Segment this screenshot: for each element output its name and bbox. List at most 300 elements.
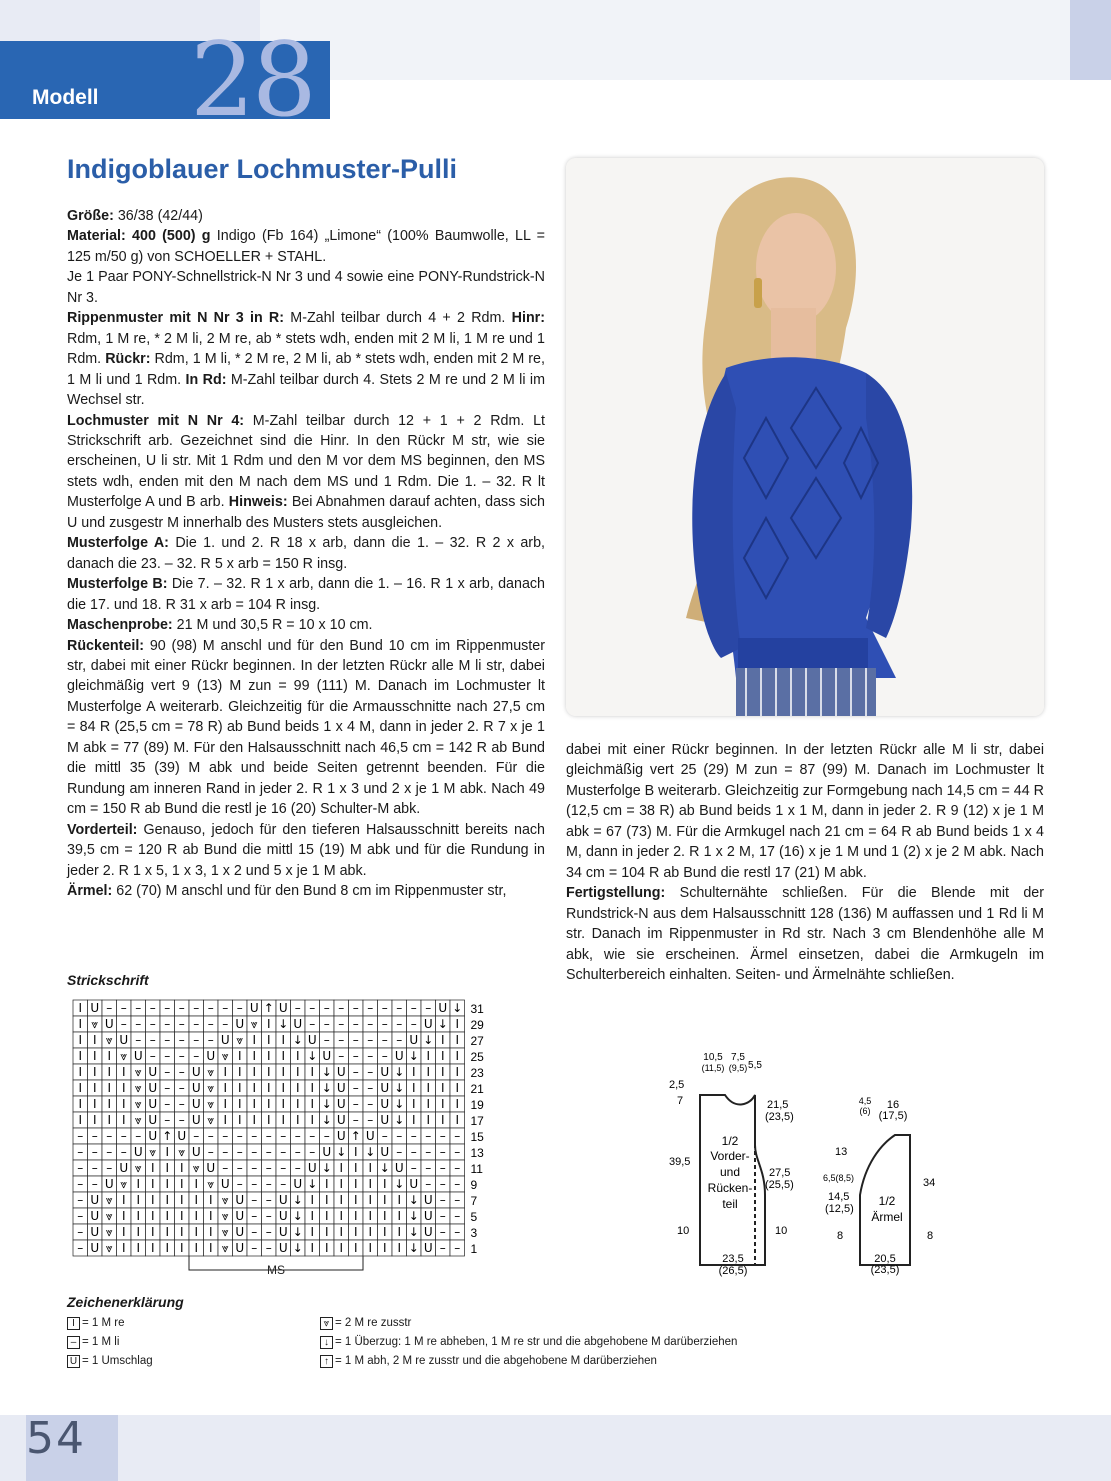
chart-symbol: I <box>368 1193 373 1207</box>
chart-symbol: ⩔ <box>105 1209 113 1223</box>
chart-symbol: – <box>222 1145 229 1159</box>
chart-symbol: U <box>235 1017 245 1031</box>
chart-symbol: I <box>353 1209 358 1223</box>
chart-symbol: I <box>78 1065 83 1079</box>
finishing-text: Schulternähte schließen. Für die Blende mit der Rundstrick-N aus dem Halsausschnitt 128 (136) M auffassen und 1 Rd li M str. Danach im Rippenmuster in Rd str. Nach 3 cm Blendenhöhe alle M abk, wie sie erscheinen. Ärmel einsetzen, dabei die Armkugeln im Schulterbereich einhalten. Seiten- und Ärmelnähte schließen. <box>566 885 1044 983</box>
chart-symbol: – <box>280 1177 287 1191</box>
chart-symbol: I <box>324 1177 329 1191</box>
chart-symbol: ↓ <box>278 1017 289 1031</box>
body-label-1: 1/2 <box>721 1134 739 1148</box>
chart-symbol: U <box>148 1113 158 1127</box>
chart-symbol: I <box>165 1161 170 1175</box>
chart-symbol: I <box>266 1033 271 1047</box>
body-label-3: und <box>719 1165 741 1179</box>
chart-symbol: I <box>252 1113 257 1127</box>
chart-row <box>73 1240 478 1256</box>
legend-item-skp <box>320 1335 737 1349</box>
chart-symbol: ⩔ <box>236 1033 244 1047</box>
chart-symbol: ↑ <box>162 1129 173 1143</box>
chart-symbol: I <box>368 1225 373 1239</box>
chart-symbol: I <box>310 1193 315 1207</box>
chart-symbol: – <box>207 1017 214 1031</box>
chart-symbol: I <box>455 1081 460 1095</box>
chart-symbol: I <box>411 1113 416 1127</box>
chart-symbol: – <box>91 1129 98 1143</box>
chart-symbol: I <box>208 1209 213 1223</box>
chart-row <box>73 1000 484 1016</box>
lace-text: M-Zahl teilbar durch 12 + 1 + 2 Rdm. Lt Strickschrift arb. Gezeichnet sind die Hinr. In den Rückr M str, wie sie erscheinen, U li str. Mit 1 Rdm und den M vor dem MS beginnen, den MS stets wdh, enden mit den M nach dem MS und 1 Rdm. Die 1. – 32. R lt Musterfolge A und B arb. <box>67 412 545 511</box>
chart-symbol: I <box>353 1177 358 1191</box>
chart-symbol: – <box>193 1017 200 1031</box>
chart-symbol: I <box>194 1177 199 1191</box>
chart-symbol: – <box>193 1129 200 1143</box>
chart-symbol: – <box>294 1145 301 1159</box>
chart-symbol: I <box>295 1081 300 1095</box>
chart-symbol: U <box>394 1161 404 1175</box>
chart-symbol: – <box>106 1001 113 1015</box>
chart-symbol: – <box>454 1241 461 1255</box>
chart-row <box>73 1016 484 1032</box>
chart-symbol: – <box>381 1001 388 1015</box>
body-measure-right-2: 27,5 <box>769 1167 791 1179</box>
chart-symbol: I <box>310 1209 315 1223</box>
body-measure-top-3: 5,5 <box>748 1060 762 1071</box>
chart-symbol: – <box>323 1129 330 1143</box>
chart-symbol: U <box>423 1225 433 1239</box>
chart-symbol: – <box>91 1145 98 1159</box>
chart-symbol: – <box>77 1193 84 1207</box>
model-number: 28 <box>190 21 314 140</box>
chart-symbol: I <box>92 1065 97 1079</box>
chart-symbol: – <box>309 1129 316 1143</box>
chart-symbol: – <box>439 1241 446 1255</box>
chart-symbol: I <box>455 1049 460 1063</box>
chart-symbol: I <box>121 1113 126 1127</box>
chart-symbol: ⩔ <box>134 1097 142 1111</box>
chart-symbol: – <box>323 1017 330 1031</box>
chart-symbol: – <box>367 1017 374 1031</box>
chart-symbol: – <box>77 1145 84 1159</box>
chart-symbol: I <box>324 1241 329 1255</box>
rueckr-text: Rdm, 1 M li, * 2 M re, 2 M li, ab * stets wdh, enden mit 2 M re, 1 M li und 1 Rdm. <box>67 351 545 388</box>
chart-symbol: U <box>104 1177 114 1191</box>
chart-symbol: – <box>222 1161 229 1175</box>
chart-symbol: I <box>353 1161 358 1175</box>
chart-symbol: I <box>208 1193 213 1207</box>
chart-symbol: U <box>235 1193 245 1207</box>
chart-symbol: U <box>380 1081 390 1095</box>
chart-symbol: – <box>106 1145 113 1159</box>
material-label: Material: 400 (500) g <box>67 228 211 245</box>
chart-symbol: – <box>425 1145 432 1159</box>
lace-label: Lochmuster mit N Nr 4: <box>67 412 245 429</box>
chart-symbol: I <box>281 1033 286 1047</box>
chart-row-number: 19 <box>470 1098 484 1112</box>
chart-symbol: I <box>281 1065 286 1079</box>
chart-symbol: – <box>294 1161 301 1175</box>
chart-symbol: U <box>191 1113 201 1127</box>
legend-item-sk2p <box>320 1354 657 1368</box>
chart-symbol: ↓ <box>292 1033 303 1047</box>
chart-symbol: I <box>353 1193 358 1207</box>
chart-symbol: – <box>265 1209 272 1223</box>
chart-symbol: ↓ <box>394 1113 405 1127</box>
chart-symbol: ↓ <box>394 1081 405 1095</box>
chart-symbol: – <box>352 1001 359 1015</box>
chart-symbol: ⩔ <box>134 1081 142 1095</box>
chart-row-number: 3 <box>470 1226 478 1240</box>
chart-symbol: I <box>339 1193 344 1207</box>
chart-symbol: – <box>454 1177 461 1191</box>
needles-paragraph: Je 1 Paar PONY-Schnellstrick-N Nr 3 und 4 sowie eine PONY-Rundstrick-N Nr 3. <box>67 269 545 306</box>
chart-symbol: I <box>121 1097 126 1111</box>
knit-symbol-icon: I <box>67 1317 80 1330</box>
chart-symbol: I <box>382 1193 387 1207</box>
material-paragraph <box>67 226 545 267</box>
schematic-drawings <box>655 1040 955 1285</box>
chart-symbol: I <box>78 1017 83 1031</box>
chart-symbol: – <box>207 1001 214 1015</box>
chart-symbol: I <box>194 1193 199 1207</box>
chart-symbol: I <box>310 1081 315 1095</box>
chart-symbol: – <box>164 1001 171 1015</box>
chart-symbol: I <box>78 1001 83 1015</box>
chart-symbol: I <box>78 1049 83 1063</box>
chart-symbol: – <box>77 1161 84 1175</box>
chart-symbol: – <box>106 1161 113 1175</box>
chart-symbol: I <box>281 1113 286 1127</box>
chart-symbol: I <box>324 1225 329 1239</box>
chart-symbol: ↑ <box>263 1001 274 1015</box>
chart-symbol: I <box>295 1049 300 1063</box>
chart-symbol: – <box>135 1001 142 1015</box>
chart-symbol: ⩔ <box>250 1017 258 1031</box>
chart-symbol: – <box>410 1145 417 1159</box>
chart-symbol: – <box>338 1049 345 1063</box>
chart-symbol: – <box>265 1145 272 1159</box>
chart-symbol: – <box>410 1017 417 1031</box>
chart-symbol: I <box>194 1241 199 1255</box>
chart-symbol: – <box>439 1129 446 1143</box>
instructions-column-right <box>566 740 1044 985</box>
chart-symbol: U <box>148 1129 158 1143</box>
chart-symbol: I <box>179 1241 184 1255</box>
chart-symbol: I <box>179 1225 184 1239</box>
chart-symbol: – <box>265 1129 272 1143</box>
chart-symbol: U <box>278 1225 288 1239</box>
chart-symbol: U <box>307 1033 317 1047</box>
legend-text: = 2 M re zusstr <box>335 1317 412 1329</box>
chart-symbol: – <box>222 1001 229 1015</box>
chart-symbol: – <box>193 1049 200 1063</box>
sleeve-continued-paragraph: dabei mit einer Rückr beginnen. In der letzten Rückr alle M li str, dabei gleichmäßig vert 25 (29) M zun = 87 (99) M. Danach im Lochmuster lt Musterfolge B weiterarb. Gleichzeitig zur Formgebung nach 14,5 cm = 44 R (12,5 cm = 38 R) ab Bund beids 1 x 1 M, dann in jeder 2. R 9 (12) x je 1 M abk = 67 (73) M. Für die Armkugel nach 21 cm = 64 R ab Bund beids 1 x 4 M, dann in jeder 2. R 1 x 2 M, 17 (16) x je 1 M und 1 (2) x je 2 M abk. Nach 34 cm = 104 R ab Bund die restl 17 (21) M abk. <box>566 742 1044 881</box>
chart-symbol: – <box>381 1129 388 1143</box>
chart-symbol: – <box>309 1017 316 1031</box>
chart-symbol: I <box>440 1033 445 1047</box>
sleeve-measure-right-1: 34 <box>923 1177 936 1189</box>
chart-symbol: I <box>281 1049 286 1063</box>
k2tog-symbol-icon: ⩔ <box>320 1317 333 1330</box>
chart-symbol: – <box>251 1193 258 1207</box>
chart-row-number: 13 <box>470 1146 484 1160</box>
chart-symbol: U <box>336 1129 346 1143</box>
chart-symbol: ↓ <box>292 1193 303 1207</box>
chart-symbol: – <box>178 1001 185 1015</box>
chart-symbol: – <box>265 1241 272 1255</box>
chart-row-number: 15 <box>470 1130 484 1144</box>
chart-symbol: I <box>266 1113 271 1127</box>
chart-symbol: – <box>164 1065 171 1079</box>
chart-symbol: – <box>454 1161 461 1175</box>
chart-symbol: U <box>423 1209 433 1223</box>
body-measure-left-1: 2,5 <box>669 1079 685 1091</box>
model-photo <box>566 158 1044 716</box>
chart-symbol: U <box>336 1113 346 1127</box>
chart-symbol: – <box>120 1145 127 1159</box>
chart-row <box>73 1032 484 1048</box>
chart-symbol: U <box>133 1145 143 1159</box>
chart-symbol: – <box>367 1001 374 1015</box>
chart-symbol: ⩔ <box>134 1161 142 1175</box>
chart-symbol: – <box>164 1097 171 1111</box>
chart-symbol: I <box>208 1241 213 1255</box>
chart-symbol: I <box>339 1225 344 1239</box>
chart-symbol: I <box>353 1241 358 1255</box>
chart-symbol: – <box>164 1081 171 1095</box>
chart-symbol: – <box>338 1017 345 1031</box>
chart-symbol: I <box>411 1081 416 1095</box>
chart-symbol: I <box>353 1145 358 1159</box>
chart-symbol: – <box>106 1129 113 1143</box>
chart-symbol: I <box>397 1241 402 1255</box>
chart-row-number: 7 <box>470 1194 478 1208</box>
chart-symbol: ⩔ <box>207 1177 215 1191</box>
chart-symbol: I <box>440 1113 445 1127</box>
chart-row-number: 9 <box>470 1178 478 1192</box>
chart-row <box>73 1128 484 1144</box>
body-measure-left-4: 10 <box>677 1225 690 1237</box>
chart-symbol: – <box>236 1129 243 1143</box>
chart-symbol: I <box>455 1033 460 1047</box>
chart-symbol: – <box>149 1033 156 1047</box>
chart-symbol: I <box>165 1241 170 1255</box>
chart-symbol: I <box>397 1225 402 1239</box>
chart-symbol: – <box>178 1033 185 1047</box>
chart-symbol: – <box>149 1017 156 1031</box>
chart-symbol: U <box>235 1209 245 1223</box>
sleeve-text: 62 (70) M anschl und für den Bund 8 cm im Rippenmuster str, <box>112 882 507 899</box>
chart-symbol: I <box>324 1193 329 1207</box>
back-paragraph <box>67 636 545 820</box>
chart-symbol: – <box>323 1001 330 1015</box>
chart-symbol: I <box>266 1097 271 1111</box>
sleeve-measure-top-2b: (17,5) <box>878 1110 908 1122</box>
chart-symbol: – <box>439 1177 446 1191</box>
chart-row-number: 11 <box>470 1162 483 1176</box>
sleeve-measure-left-1: 13 <box>835 1146 848 1158</box>
chart-symbol: – <box>352 1081 359 1095</box>
chart-symbol: ⩔ <box>207 1065 215 1079</box>
chart-symbol: I <box>136 1241 141 1255</box>
chart-symbol: U <box>235 1241 245 1255</box>
chart-symbol: ⩔ <box>207 1097 215 1111</box>
chart-symbol: I <box>339 1241 344 1255</box>
sequence-b-label: Musterfolge B: <box>67 576 168 593</box>
chart-symbol: U <box>380 1097 390 1111</box>
chart-symbol: I <box>223 1081 228 1095</box>
chart-symbol: I <box>78 1113 83 1127</box>
chart-symbol: ↓ <box>394 1177 405 1191</box>
chart-symbol: I <box>455 1097 460 1111</box>
chart-symbol: – <box>77 1209 84 1223</box>
rueckr-label: Rückr: <box>105 351 151 368</box>
chart-symbol: – <box>149 1001 156 1015</box>
sleeve-measure-top-1: 4,5 <box>858 1096 872 1106</box>
front-label: Vorderteil: <box>67 821 138 838</box>
legend-text: = 1 Umschlag <box>82 1355 153 1367</box>
hint-text: Bei Abnahmen darauf achten, dass sich U und zusgestr M innerhalb des Musters stets ausgleichen. <box>67 494 545 531</box>
chart-symbol: U <box>409 1033 419 1047</box>
body-measure-right-1b: (23,5) <box>765 1111 794 1123</box>
chart-symbol: U <box>119 1161 129 1175</box>
chart-symbol: I <box>165 1193 170 1207</box>
chart-symbol: – <box>120 1017 127 1031</box>
chart-symbol: I <box>339 1177 344 1191</box>
size-text: 36/38 (42/44) <box>113 208 203 224</box>
chart-symbol: ↓ <box>292 1241 303 1255</box>
body-label-2: Vorder- <box>710 1149 750 1163</box>
chart-symbol: I <box>121 1193 126 1207</box>
chart-symbol: U <box>293 1017 303 1031</box>
chart-symbol: I <box>165 1225 170 1239</box>
chart-symbol: – <box>439 1145 446 1159</box>
hint-label: Hinweis: <box>228 494 288 511</box>
chart-symbol: U <box>148 1065 158 1079</box>
chart-symbol: – <box>280 1161 287 1175</box>
chart-symbol: I <box>281 1097 286 1111</box>
chart-symbol: – <box>323 1033 330 1047</box>
chart-symbol: ⩔ <box>120 1177 128 1191</box>
sequence-a-text: Die 1. und 2. R 18 x arb, dann die 1. – 32. R 2 x arb, danach die 23. – 32. R 5 x arb = 150 R insg. <box>67 535 545 572</box>
chart-symbol: – <box>178 1049 185 1063</box>
chart-symbol: I <box>382 1177 387 1191</box>
chart-symbol: I <box>382 1209 387 1223</box>
chart-symbol: – <box>367 1065 374 1079</box>
chart-symbol: – <box>381 1049 388 1063</box>
chart-symbol: – <box>236 1161 243 1175</box>
chart-symbol: – <box>222 1017 229 1031</box>
chart-symbol: U <box>423 1193 433 1207</box>
rib-pattern-paragraph <box>67 308 545 410</box>
sk2p-symbol-icon: ↑ <box>320 1355 333 1368</box>
chart-symbol: I <box>223 1113 228 1127</box>
corner-block <box>1070 0 1111 80</box>
chart-row <box>73 1048 484 1064</box>
chart-symbol: I <box>150 1161 155 1175</box>
chart-row-number: 5 <box>470 1210 478 1224</box>
chart-symbol: I <box>411 1065 416 1079</box>
chart-symbol: ↓ <box>336 1145 347 1159</box>
chart-symbol: ⩔ <box>105 1193 113 1207</box>
chart-symbol: – <box>352 1113 359 1127</box>
chart-row <box>73 1176 478 1192</box>
chart-symbol: ⩔ <box>221 1193 229 1207</box>
sleeve-measure-top-2: 16 <box>886 1099 900 1111</box>
chart-symbol: – <box>251 1129 258 1143</box>
chart-symbol: – <box>178 1113 185 1127</box>
chart-symbol: – <box>265 1225 272 1239</box>
chart-symbol: I <box>411 1097 416 1111</box>
chart-symbol: ⩔ <box>105 1241 113 1255</box>
chart-symbol: – <box>309 1145 316 1159</box>
body-measure-top-2b: (9,5) <box>728 1063 748 1073</box>
chart-symbol: U <box>365 1129 375 1143</box>
chart-symbol: I <box>281 1081 286 1095</box>
chart-symbol: – <box>454 1145 461 1159</box>
chart-symbol: – <box>178 1017 185 1031</box>
chart-symbol: ↓ <box>408 1209 419 1223</box>
chart-symbol: ↓ <box>307 1177 318 1191</box>
chart-symbol: I <box>107 1081 112 1095</box>
chart-row-number: 1 <box>470 1242 478 1256</box>
chart-symbol: – <box>280 1129 287 1143</box>
chart-row-number: 21 <box>470 1082 484 1096</box>
chart-symbol: U <box>191 1097 201 1111</box>
chart-symbol: U <box>206 1049 216 1063</box>
legend-text: = 1 M li <box>82 1336 120 1348</box>
chart-symbol: – <box>352 1049 359 1063</box>
chart-symbol: I <box>179 1193 184 1207</box>
sleeve-measure-top-1b: (6) <box>859 1106 871 1116</box>
body-measure-top-1b: (11,5) <box>701 1063 725 1073</box>
chart-symbol: ⩔ <box>207 1081 215 1095</box>
sleeve-measure-left-3b: (12,5) <box>825 1203 854 1215</box>
chart-symbol: I <box>353 1225 358 1239</box>
chart-symbol: U <box>278 1001 288 1015</box>
chart-symbol: I <box>78 1081 83 1095</box>
chart-symbol: I <box>121 1209 126 1223</box>
chart-symbol: – <box>77 1177 84 1191</box>
chart-symbol: U <box>336 1097 346 1111</box>
chart-symbol: ↓ <box>321 1113 332 1127</box>
chart-symbol: I <box>368 1177 373 1191</box>
chart-symbol: – <box>410 1001 417 1015</box>
chart-symbol: I <box>121 1241 126 1255</box>
chart-symbol: – <box>135 1129 142 1143</box>
sleeve-measure-right-2: 8 <box>927 1230 934 1242</box>
body-label-5: teil <box>722 1197 738 1211</box>
chart-symbol: ↓ <box>394 1065 405 1079</box>
chart-symbol: – <box>251 1177 258 1191</box>
chart-symbol: U <box>133 1049 143 1063</box>
chart-symbol: – <box>396 1145 403 1159</box>
chart-symbol: – <box>425 1177 432 1191</box>
chart-symbol: – <box>265 1161 272 1175</box>
chart-symbol: I <box>310 1241 315 1255</box>
chart-symbol: U <box>177 1129 187 1143</box>
schematic-svg <box>655 1040 955 1280</box>
finishing-paragraph <box>566 883 1044 985</box>
chart-symbol: – <box>178 1081 185 1095</box>
chart-symbol: I <box>237 1049 242 1063</box>
legend-item-k2tog <box>320 1316 411 1330</box>
chart-symbol: U <box>336 1081 346 1095</box>
chart-symbol: – <box>309 1001 316 1015</box>
chart-symbol: – <box>280 1145 287 1159</box>
sleeve-measure-left-4: 8 <box>837 1230 844 1242</box>
front-text: Genauso, jedoch für den tieferen Halsausschnitt bereits nach 39,5 cm = 120 R ab Bund die mittl 15 (19) M abk und für die Rundung in jeder 2. R 1 x 5, 1 x 3, 1 x 2 und 5 x je 1 M abk. <box>67 821 545 879</box>
chart-symbol: ↓ <box>307 1049 318 1063</box>
